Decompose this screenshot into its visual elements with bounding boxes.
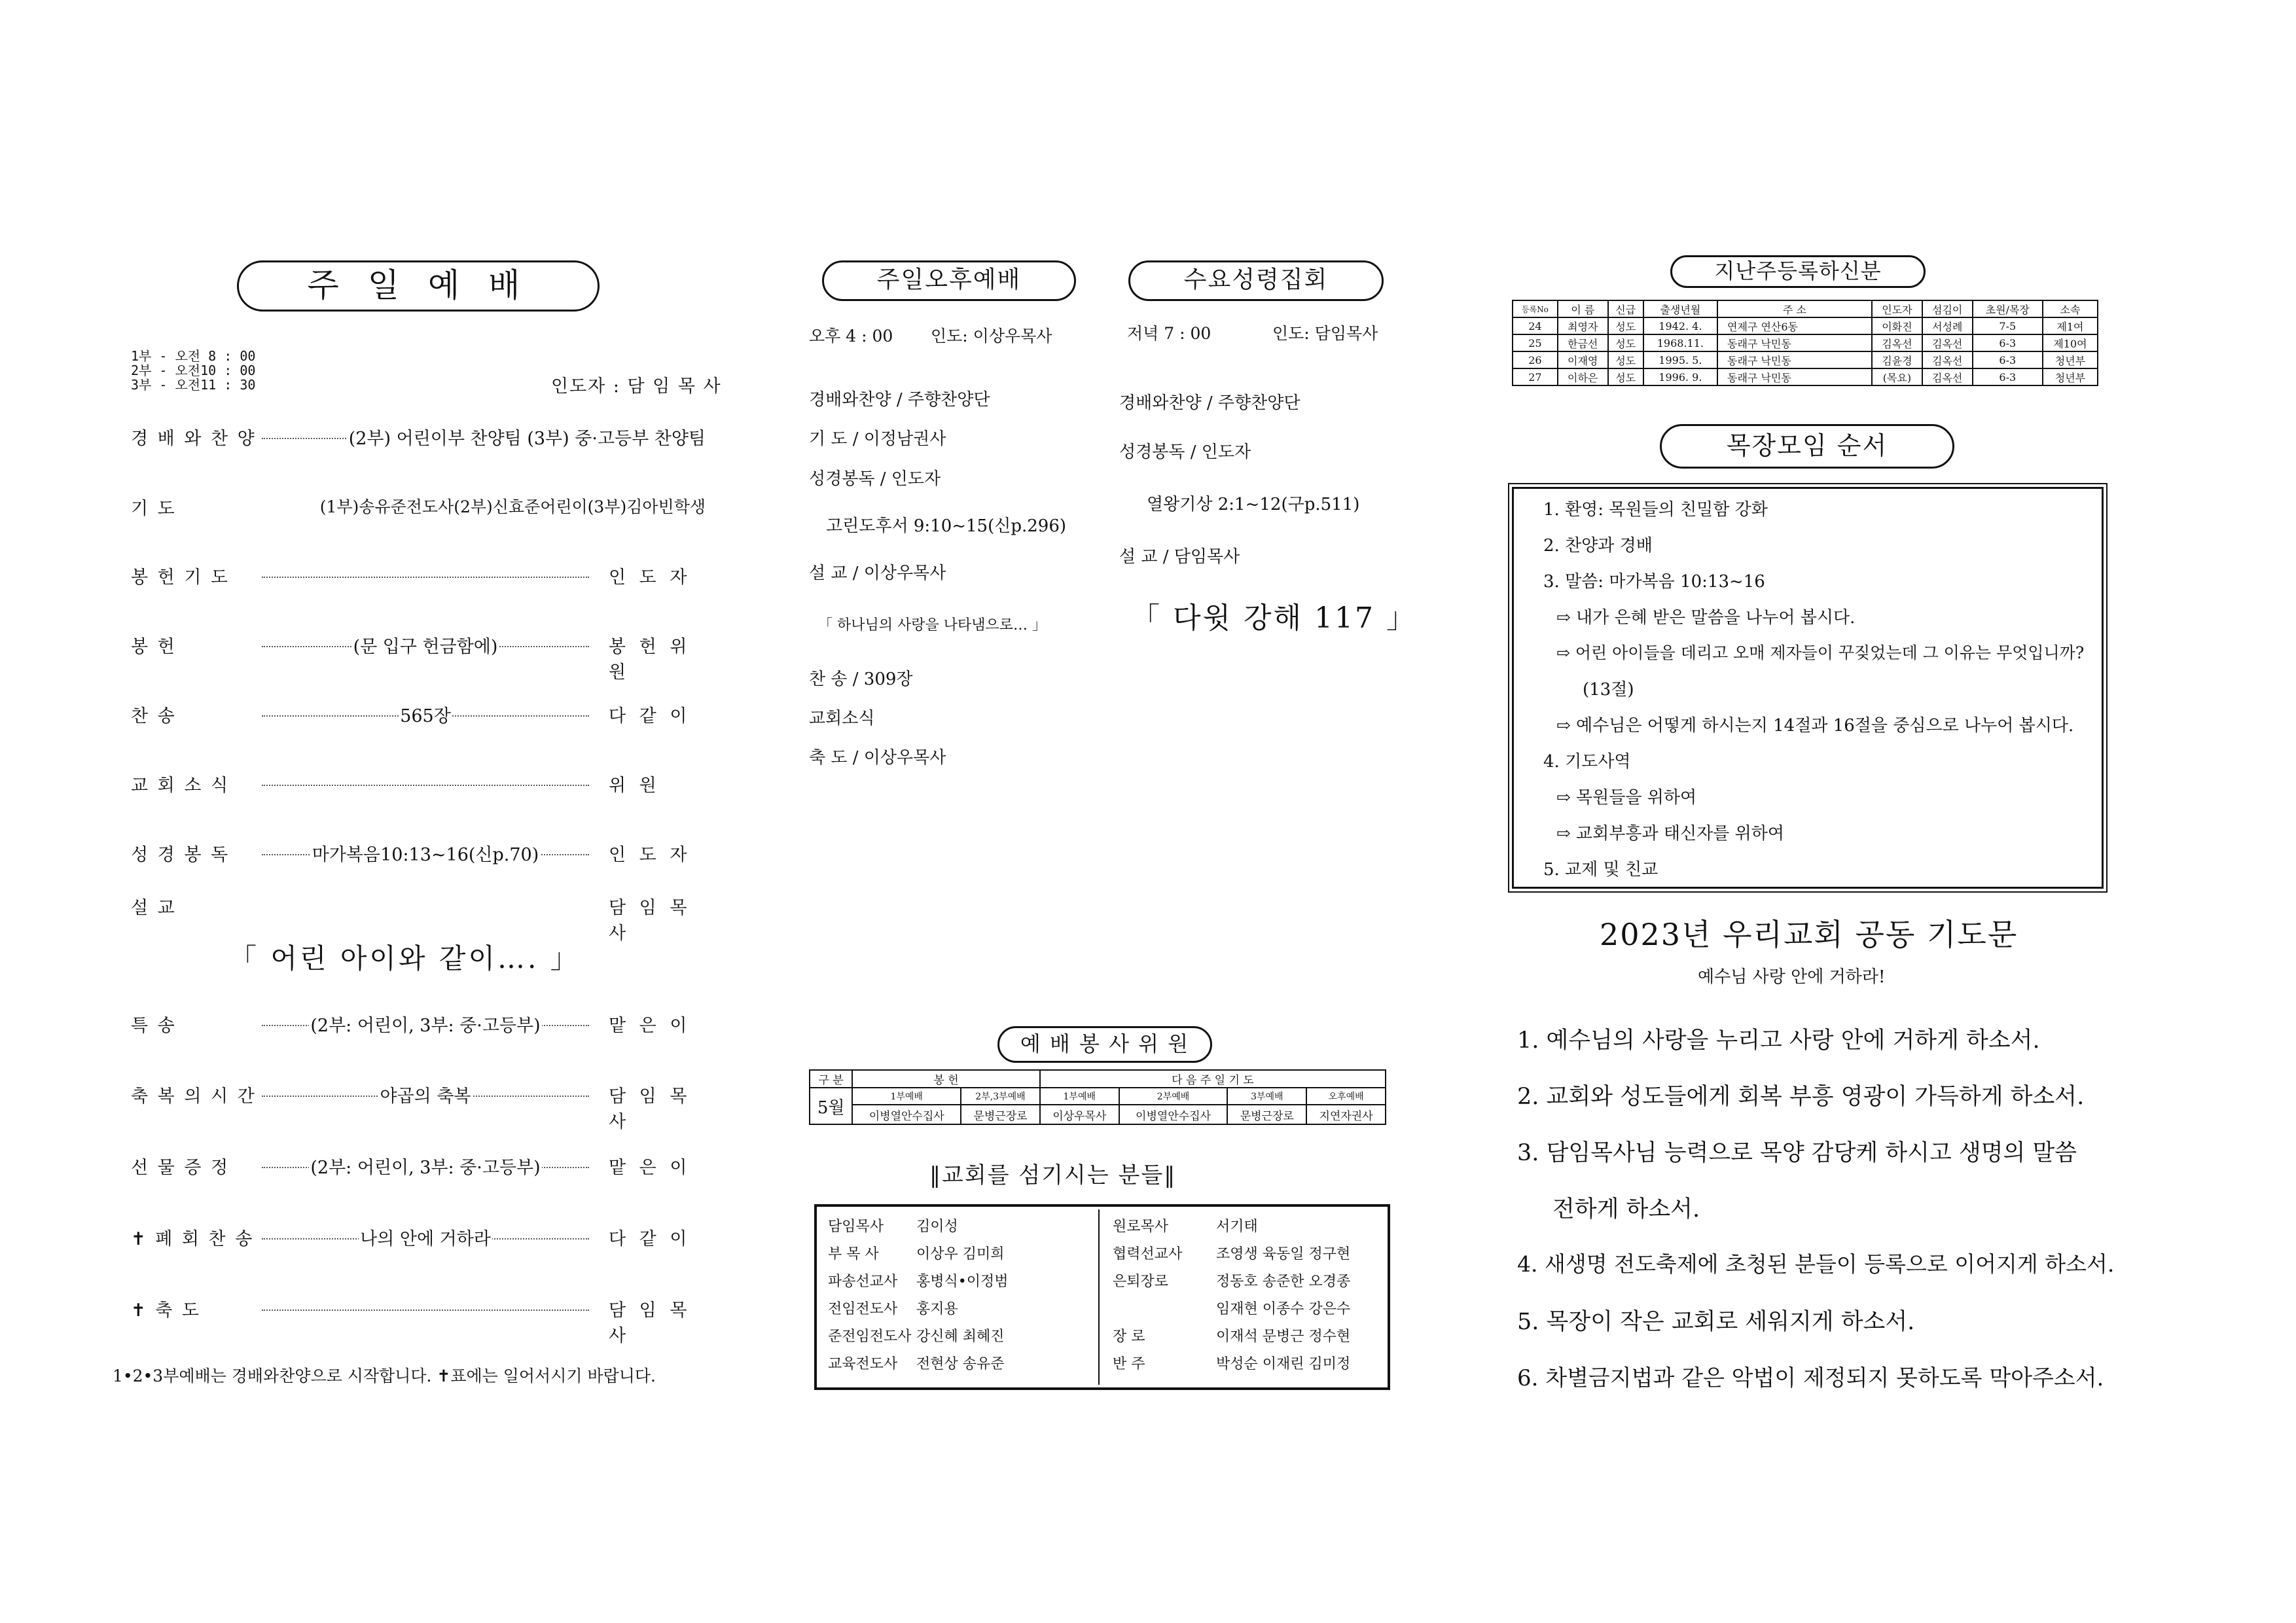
table-row xyxy=(1513,334,2098,351)
table-cell: 6-3 xyxy=(1973,368,2043,385)
newcomers-header: 섬김이 xyxy=(1922,300,1973,317)
order-label: 봉 헌 xyxy=(131,637,177,657)
committee-cell: 지연자권사 xyxy=(1306,1105,1386,1124)
newcomers-header: 인도자 xyxy=(1872,300,1922,317)
dotted-leader xyxy=(262,577,589,578)
table-cell: 1968.11. xyxy=(1643,334,1717,351)
order-row xyxy=(131,424,707,450)
service-time: 2부 - 오전10 : 00 xyxy=(131,363,256,378)
table-cell: 이재영 xyxy=(1558,351,1608,368)
staff-role: 전임전도사 xyxy=(828,1301,898,1317)
table-row xyxy=(1513,317,2098,334)
order-label: 봉 헌 기 도 xyxy=(131,567,230,588)
table-cell: 성도 xyxy=(1608,317,1643,334)
newcomers-header: 출생년월 xyxy=(1643,300,1717,317)
leader-label: 인도자 : 담 임 목 사 xyxy=(551,376,722,397)
table-cell: 이화진 xyxy=(1872,317,1922,334)
order-detail: 나의 안에 거하라 xyxy=(360,1229,491,1249)
table-cell: 제10여 xyxy=(2043,334,2098,351)
committee-header: 1부예배 xyxy=(1040,1088,1119,1105)
afternoon-item: 경배와찬양 / 주향찬양단 xyxy=(809,390,990,410)
sermon-title: 「 어린 아이와 같이…. 」 xyxy=(229,942,581,974)
table-cell: (목요) xyxy=(1872,368,1922,385)
dotted-leader xyxy=(262,1310,589,1311)
committee-month: 5월 xyxy=(810,1088,852,1124)
staff-names: 전현상 송유준 xyxy=(916,1356,1005,1372)
order-label: 축 복 의 시 간 xyxy=(131,1086,257,1107)
order-label: 선 물 증 정 xyxy=(131,1158,230,1178)
order-person: 담 임 목 사 xyxy=(609,1086,691,1132)
table-cell: 7-5 xyxy=(1973,317,2043,334)
newcomers-header: 이 름 xyxy=(1558,300,1608,317)
table-cell: 김옥선 xyxy=(1922,334,1973,351)
staff-role: 협력선교사 xyxy=(1113,1246,1183,1262)
order-person: 담 임 목 사 xyxy=(609,898,691,944)
prayer-item: 2. 교회와 성도들에게 회복 부흥 영광이 가득하게 하소서. xyxy=(1517,1084,2085,1110)
staff-role: 준전임전도사 xyxy=(828,1329,912,1345)
table-cell: 24 xyxy=(1513,317,1558,334)
order-row xyxy=(131,840,707,866)
order-row xyxy=(131,1082,707,1132)
cell-meeting-title: 목장모임 순서 xyxy=(1660,424,1954,469)
afternoon-item: 성경봉독 / 인도자 xyxy=(809,469,941,489)
prayer-item: 전하게 하소서. xyxy=(1552,1196,1700,1222)
order-row xyxy=(131,1153,707,1179)
order-row xyxy=(131,702,707,728)
order-detail: (2부: 어린이, 3부: 중·고등부) xyxy=(310,1016,541,1036)
wednesday-title: 수요성령집회 xyxy=(1128,260,1384,301)
service-time: 3부 - 오전11 : 30 xyxy=(131,377,256,393)
table-row xyxy=(1513,368,2098,385)
order-detail: (2부) 어린이부 찬양팀 (3부) 중·고등부 찬양팀 xyxy=(348,429,706,449)
table-cell: 김옥선 xyxy=(1922,368,1973,385)
table-cell: 26 xyxy=(1513,351,1558,368)
order-detail: (1부)송유준전도사(2부)신효준어린이(3부)김아빈학생 xyxy=(319,497,706,516)
committee-header: 3부예배 xyxy=(1227,1088,1306,1105)
order-label: 교 회 소 식 xyxy=(131,776,230,796)
committee-header: 다 음 주 일 기 도 xyxy=(1040,1070,1386,1088)
afternoon-item: 축 도 / 이상우목사 xyxy=(809,748,946,768)
afternoon-item: 교회소식 xyxy=(809,709,875,728)
order-person: 맡 은 이 xyxy=(609,1158,691,1178)
prayer-item: 6. 차별금지법과 같은 악법이 제정되지 못하도록 막아주소서. xyxy=(1517,1365,2104,1391)
committee-title: 예 배 봉 사 위 원 xyxy=(997,1026,1212,1063)
committee-cell: 문병근장로 xyxy=(961,1105,1040,1124)
table-cell: 6-3 xyxy=(1973,334,2043,351)
cell-meeting-line: 5. 교제 및 친교 xyxy=(1543,860,1659,880)
table-cell: 이하은 xyxy=(1558,368,1608,385)
wednesday-sermon-title: 「 다윗 강해 117 」 xyxy=(1131,601,1417,635)
order-person: 다 같 이 xyxy=(609,706,691,726)
table-cell: 김윤경 xyxy=(1872,351,1922,368)
order-person: 인 도 자 xyxy=(609,845,691,865)
committee-header: 봉 헌 xyxy=(852,1070,1040,1088)
wednesday-item: 설 교 / 담임목사 xyxy=(1119,547,1240,567)
committee-cell: 이병열안수집사 xyxy=(852,1105,961,1124)
order-label: 특 송 xyxy=(131,1016,177,1036)
newcomers-header: 초원/목장 xyxy=(1973,300,2043,317)
committee-header: 1부예배 xyxy=(852,1088,961,1105)
order-detail: (문 입구 헌금함에) xyxy=(353,637,498,657)
order-detail: 565장 xyxy=(400,706,451,726)
wednesday-item: 열왕기상 2:1~12(구p.511) xyxy=(1147,495,1360,514)
table-cell: 김옥선 xyxy=(1872,334,1922,351)
newcomers-header: 등록No xyxy=(1513,300,1558,317)
order-detail: (2부: 어린이, 3부: 중·고등부) xyxy=(310,1158,541,1178)
afternoon-title: 주일오후예배 xyxy=(822,260,1076,301)
table-cell: 최영자 xyxy=(1558,317,1608,334)
table-cell: 연제구 연산6동 xyxy=(1717,317,1872,334)
table-cell: 제1여 xyxy=(2043,317,2098,334)
staff-names: 홍병식•이정범 xyxy=(916,1274,1009,1290)
cell-meeting-line: ⇨ 예수님은 어떻게 하시는지 14절과 16절을 중심으로 나누어 봅시다. xyxy=(1556,716,2074,736)
committee-cell: 이병열안수집사 xyxy=(1119,1105,1228,1124)
cell-meeting-line: (13절) xyxy=(1583,680,1634,700)
table-cell: 성도 xyxy=(1608,351,1643,368)
prayer-title: 2023년 우리교회 공동 기도문 xyxy=(1600,917,2018,952)
staff-names: 임재현 이종수 강은수 xyxy=(1216,1301,1351,1317)
staff-names: 김이성 xyxy=(916,1219,958,1235)
order-label: 설 교 xyxy=(131,898,177,918)
cell-meeting-line: 3. 말씀: 마가복음 10:13~16 xyxy=(1543,572,1765,592)
order-label: ✝ 축 도 xyxy=(131,1300,201,1321)
newcomers-header: 소속 xyxy=(2043,300,2098,317)
afternoon-item: 찬 송 / 309장 xyxy=(809,669,913,689)
staff-names: 홍지용 xyxy=(916,1301,958,1317)
order-label: 경 배 와 찬 양 xyxy=(131,429,257,449)
order-row xyxy=(131,1296,707,1346)
prayer-subtitle: 예수님 사랑 안에 거하라! xyxy=(1698,967,1886,987)
staff-role: 원로목사 xyxy=(1113,1219,1169,1235)
committee-cell: 이상우목사 xyxy=(1040,1105,1119,1124)
table-cell: 김옥선 xyxy=(1922,351,1973,368)
order-person: 봉 헌 위 원 xyxy=(609,637,691,683)
table-cell: 27 xyxy=(1513,368,1558,385)
committee-header: 2부예배 xyxy=(1119,1088,1228,1105)
staff-divider xyxy=(1098,1209,1100,1385)
staff-title: ‖교회를 섬기시는 분들‖ xyxy=(929,1162,1177,1188)
order-label: 기 도 xyxy=(131,499,177,519)
sunday-title: 주 일 예 배 xyxy=(237,260,600,312)
order-label: ✝ 폐 회 찬 송 xyxy=(131,1229,255,1249)
committee-header: 오후예배 xyxy=(1306,1088,1386,1105)
wednesday-leader: 인도: 담임목사 xyxy=(1272,324,1378,343)
committee-cell: 문병근장로 xyxy=(1227,1105,1306,1124)
staff-names: 이재석 문병근 정수현 xyxy=(1216,1329,1351,1345)
staff-role: 담임목사 xyxy=(828,1219,884,1235)
order-person: 맡 은 이 xyxy=(609,1016,691,1036)
table-cell: 25 xyxy=(1513,334,1558,351)
afternoon-item: 기 도 / 이정남권사 xyxy=(809,429,946,449)
table-cell: 6-3 xyxy=(1973,351,2043,368)
order-row xyxy=(131,771,707,797)
staff-names: 정동호 송준한 오경종 xyxy=(1216,1274,1351,1290)
order-person: 담 임 목 사 xyxy=(609,1300,691,1346)
prayer-item: 1. 예수님의 사랑을 누리고 사랑 안에 거하게 하소서. xyxy=(1517,1027,2040,1054)
order-row xyxy=(131,632,707,683)
table-cell: 동래구 낙민동 xyxy=(1717,334,1872,351)
wednesday-item: 경배와찬양 / 주향찬양단 xyxy=(1119,393,1300,413)
afternoon-item: 「 하나님의 사랑을 나타냄으로… 」 xyxy=(818,617,1047,633)
newcomers-table xyxy=(1512,300,2098,386)
table-cell: 동래구 낙민동 xyxy=(1717,351,1872,368)
staff-role: 장 로 xyxy=(1113,1329,1145,1345)
prayer-item: 3. 담임목사님 능력으로 목양 감당케 하시고 생명의 말씀 xyxy=(1517,1140,2077,1166)
wednesday-item: 성경봉독 / 인도자 xyxy=(1119,442,1251,462)
prayer-item: 4. 새생명 전도축제에 초청된 분들이 등록으로 이어지게 하소서. xyxy=(1517,1251,2115,1277)
table-cell: 1942. 4. xyxy=(1643,317,1717,334)
newcomers-title: 지난주등록하신분 xyxy=(1670,255,1926,288)
staff-names: 조영생 육동일 정구현 xyxy=(1216,1246,1351,1262)
afternoon-leader: 인도: 이상우목사 xyxy=(931,327,1052,346)
afternoon-item: 고린도후서 9:10~15(신p.296) xyxy=(826,516,1067,536)
cell-meeting-line: 1. 환영: 목원들의 친밀함 강화 xyxy=(1543,500,1768,520)
committee-table xyxy=(809,1069,1386,1125)
order-label: 찬 송 xyxy=(131,706,177,726)
table-cell: 성도 xyxy=(1608,334,1643,351)
order-row xyxy=(131,494,707,520)
newcomers-header: 신급 xyxy=(1608,300,1643,317)
order-row xyxy=(131,893,707,944)
dotted-leader xyxy=(262,785,589,786)
cell-meeting-line: ⇨ 교회부흥과 태신자를 위하여 xyxy=(1556,824,1784,844)
table-cell: 청년부 xyxy=(2043,368,2098,385)
service-times xyxy=(131,349,255,392)
cell-meeting-line: 4. 기도사역 xyxy=(1543,752,1631,772)
staff-names: 강신혜 최혜진 xyxy=(916,1329,1005,1345)
order-row xyxy=(131,563,707,589)
prayer-item: 5. 목장이 작은 교회로 세워지게 하소서. xyxy=(1517,1309,1915,1335)
staff-role: 반 주 xyxy=(1113,1356,1145,1372)
order-detail: 마가복음10:13~16(신p.70) xyxy=(312,845,539,865)
order-row xyxy=(131,1011,707,1037)
order-person: 인 도 자 xyxy=(609,567,691,588)
staff-names: 박성순 이재린 김미정 xyxy=(1216,1356,1351,1372)
footnote: 1•2•3부예배는 경배와찬양으로 시작합니다. ✝표에는 일어서시기 바랍니다. xyxy=(113,1366,656,1385)
table-cell: 서성례 xyxy=(1922,317,1973,334)
afternoon-item: 설 교 / 이상우목사 xyxy=(809,563,946,583)
cell-meeting-line: ⇨ 목원들을 위하여 xyxy=(1556,788,1697,808)
wednesday-time: 저녁 7 : 00 xyxy=(1127,324,1211,343)
order-row xyxy=(131,1224,707,1251)
table-cell: 동래구 낙민동 xyxy=(1717,368,1872,385)
staff-role: 교육전도사 xyxy=(828,1356,898,1372)
staff-names: 이상우 김미희 xyxy=(916,1246,1005,1262)
newcomers-header: 주 소 xyxy=(1717,300,1872,317)
order-person: 다 같 이 xyxy=(609,1229,691,1249)
staff-role: 은퇴장로 xyxy=(1113,1274,1169,1290)
order-person: 위 원 xyxy=(609,776,660,796)
cell-meeting-line: ⇨ 어린 아이들을 데리고 오매 제자들이 꾸짖었는데 그 이유는 무엇입니까? xyxy=(1556,643,2085,662)
afternoon-time: 오후 4 : 00 xyxy=(809,327,893,346)
table-row xyxy=(1513,351,2098,368)
cell-meeting-line: 2. 찬양과 경배 xyxy=(1543,536,1653,556)
order-detail: 야곱의 축복 xyxy=(380,1086,471,1107)
committee-header: 2부,3부예배 xyxy=(961,1088,1040,1105)
table-cell: 1995. 5. xyxy=(1643,351,1717,368)
table-cell: 한금선 xyxy=(1558,334,1608,351)
staff-role: 부 목 사 xyxy=(828,1246,879,1262)
table-cell: 성도 xyxy=(1608,368,1643,385)
committee-header: 구 분 xyxy=(810,1070,852,1088)
order-label: 성 경 봉 독 xyxy=(131,845,230,865)
table-cell: 1996. 9. xyxy=(1643,368,1717,385)
staff-names: 서기태 xyxy=(1216,1219,1258,1235)
staff-role: 파송선교사 xyxy=(828,1274,898,1290)
service-time: 1부 - 오전 8 : 00 xyxy=(131,348,256,364)
table-cell: 청년부 xyxy=(2043,351,2098,368)
cell-meeting-line: ⇨ 내가 은혜 받은 말씀을 나누어 봅시다. xyxy=(1556,608,1856,628)
